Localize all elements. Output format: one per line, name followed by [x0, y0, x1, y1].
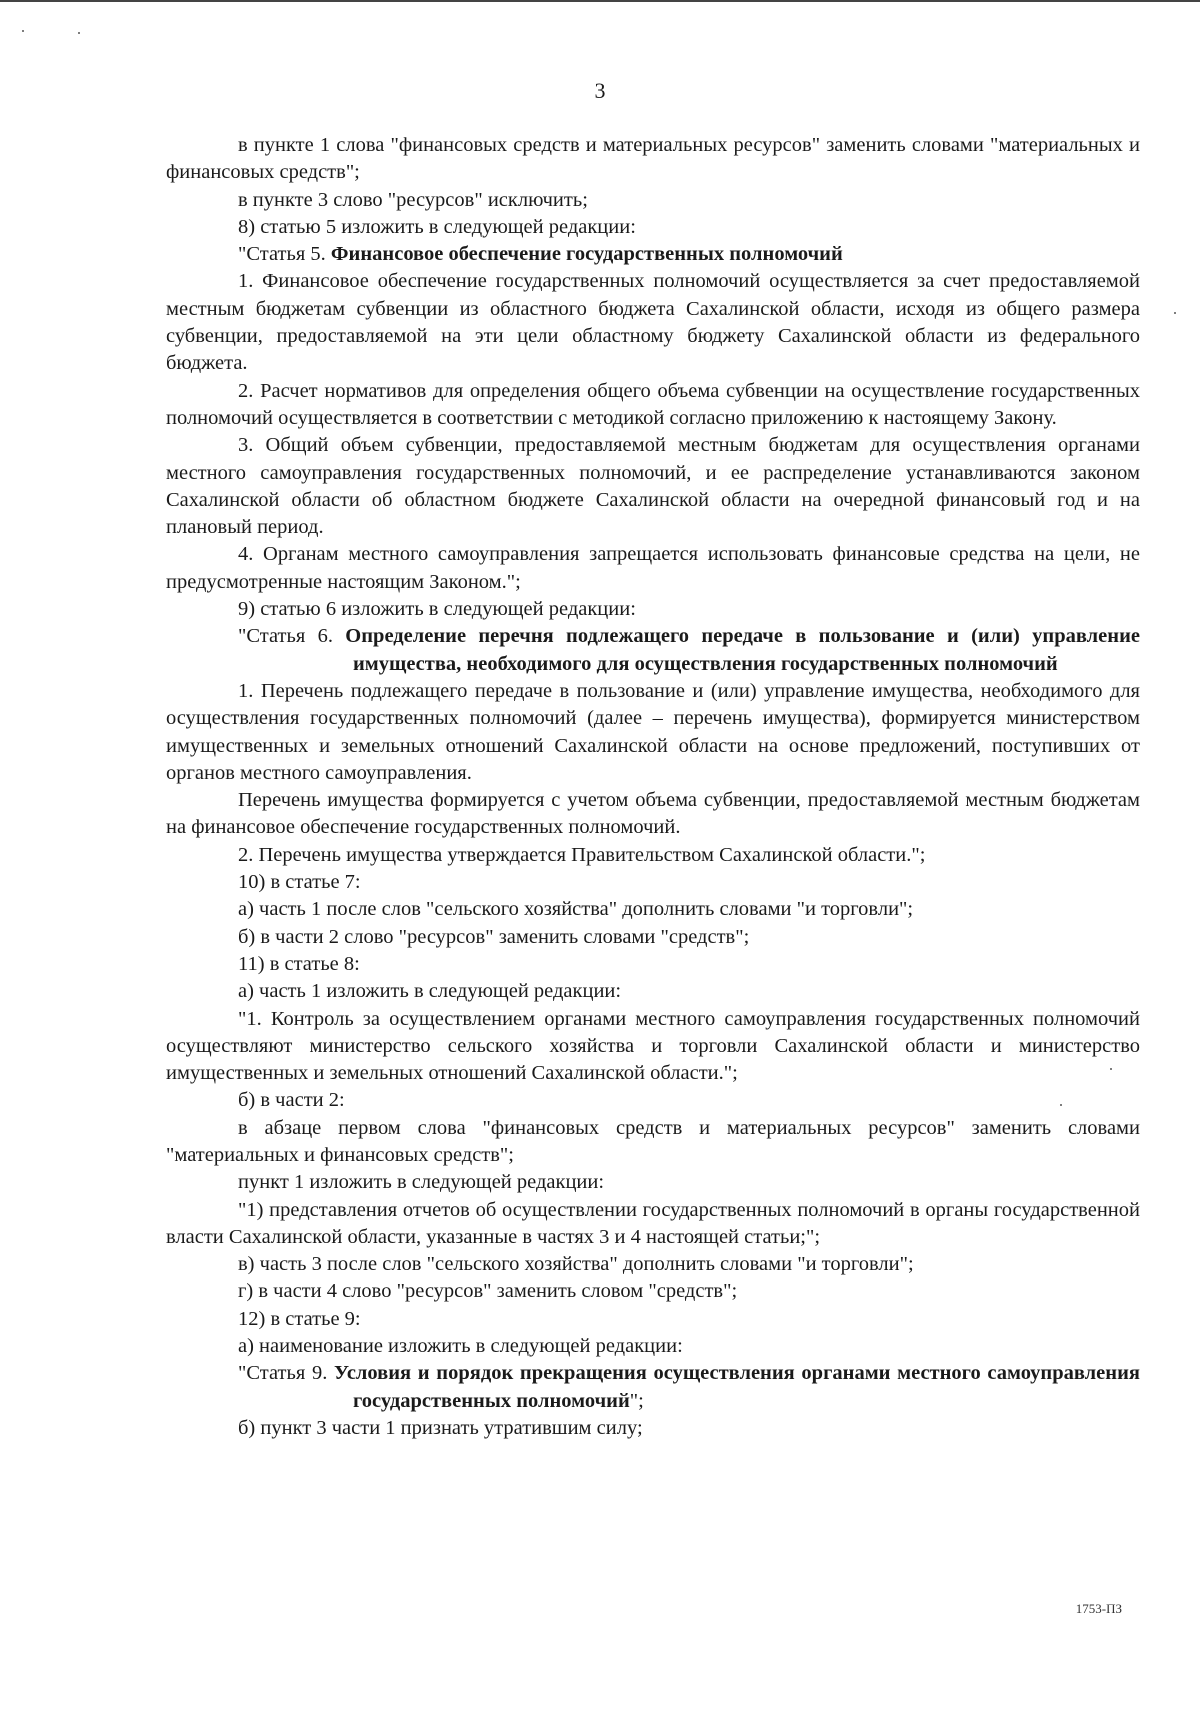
document-code: 1753-ПЗ [1075, 1601, 1122, 1616]
paragraph: а) наименование изложить в следующей редакции: [238, 1335, 683, 1358]
paragraph: 11) в статье 8: [238, 952, 360, 975]
article-heading [166, 1360, 1140, 1415]
paragraph: а) часть 1 после слов "сельского хозяйства" дополнить словами "и торговли"; [238, 898, 914, 921]
paragraph: в пункте 1 слова "финансовых средств и материальных ресурсов" заменить словами "материальных и финансовых средств"; [166, 134, 1140, 184]
paragraph: 8) статью 5 изложить в следующей редакции: [238, 215, 636, 238]
paragraph: 10) в статье 7: [238, 871, 361, 894]
paragraph: "1) представления отчетов об осуществлении государственных полномочий в органы государственной власти Сахалинской области, указанные в частях 3 и 4 настоящей статьи;"; [166, 1198, 1140, 1248]
document-body [166, 132, 1140, 1442]
paragraph: 1. Перечень подлежащего передаче в пользование и (или) управление имущества, необходимого для осуществления государственных полномочий (далее – перечень имущества), формируется министерством имущественных и земельных отношений Сахалинской области на основе предложений, поступивших от органов местного самоуправления. [166, 679, 1140, 784]
paragraph: г) в части 4 слово "ресурсов" заменить словом "средств"; [238, 1280, 738, 1303]
paragraph: б) в части 2: [238, 1089, 345, 1112]
article-suffix: "; [629, 1389, 644, 1412]
paragraph: 12) в статье 9: [238, 1307, 361, 1330]
paragraph: а) часть 1 изложить в следующей редакции: [238, 980, 622, 1003]
article-heading [166, 623, 1140, 678]
article-prefix: "Статья 6. [238, 625, 346, 648]
paragraph: б) в части 2 слово "ресурсов" заменить словами "средств"; [238, 925, 750, 948]
scan-speck [1174, 312, 1176, 314]
scan-speck [78, 32, 80, 34]
article-prefix: "Статья 9. [238, 1362, 334, 1385]
paragraph: б) пункт 3 части 1 признать утратившим силу; [238, 1416, 643, 1439]
paragraph: 1. Финансовое обеспечение государственных полномочий осуществляется за счет предоставляемой местным бюджетам субвенции из областного бюджета Сахалинской области, исходя из общего размера субвенции, предоставляемой на эти цели областному бюджету Сахалинской области из федерального бюджета. [166, 270, 1140, 375]
article-title: Условия и порядок прекращения осуществления органами местного самоуправления государственных полномочий [334, 1362, 1140, 1412]
scan-speck [22, 30, 24, 32]
paragraph: в) часть 3 после слов "сельского хозяйства" дополнить словами "и торговли"; [238, 1253, 914, 1276]
paragraph: 2. Расчет нормативов для определения общего объема субвенции на осуществление государственных полномочий осуществляется в соответствии с методикой согласно приложению к настоящему Закону. [166, 379, 1140, 429]
paragraph: в абзаце первом слова "финансовых средств и материальных ресурсов" заменить словами "материальных и финансовых средств"; [166, 1116, 1140, 1166]
paragraph: 3. Общий объем субвенции, предоставляемой местным бюджетам для осуществления органами местного самоуправления государственных полномочий, и ее распределение устанавливаются законом Сахалинской области об областном бюджете Сахалинской области на очередной финансовый год и на плановый период. [166, 434, 1140, 539]
article-prefix: "Статья 5. [238, 243, 331, 266]
paragraph: 4. Органам местного самоуправления запрещается использовать финансовые средства на цели, не предусмотренные настоящим Законом."; [166, 543, 1140, 593]
article-heading [166, 241, 1140, 268]
paragraph: Перечень имущества формируется с учетом объема субвенции, предоставляемой местным бюджетам на финансовое обеспечение государственных полномочий. [166, 789, 1140, 839]
article-title: Определение перечня подлежащего передаче в пользование и (или) управление имущества, необходимого для осуществления государственных полномочий [345, 625, 1140, 675]
article-title: Финансовое обеспечение государственных полномочий [330, 243, 843, 266]
page-number: 3 [594, 78, 606, 103]
paragraph: в пункте 3 слово "ресурсов" исключить; [238, 188, 588, 211]
paragraph: "1. Контроль за осуществлением органами местного самоуправления государственных полномочий осуществляют министерство сельского хозяйства и торговли Сахалинской области и министерство имущественных и земельных отношений Сахалинской области."; [166, 1007, 1140, 1085]
paragraph: 2. Перечень имущества утверждается Правительством Сахалинской области."; [238, 843, 926, 866]
paragraph: пункт 1 изложить в следующей редакции: [238, 1171, 605, 1194]
paragraph: 9) статью 6 изложить в следующей редакции: [238, 598, 636, 621]
